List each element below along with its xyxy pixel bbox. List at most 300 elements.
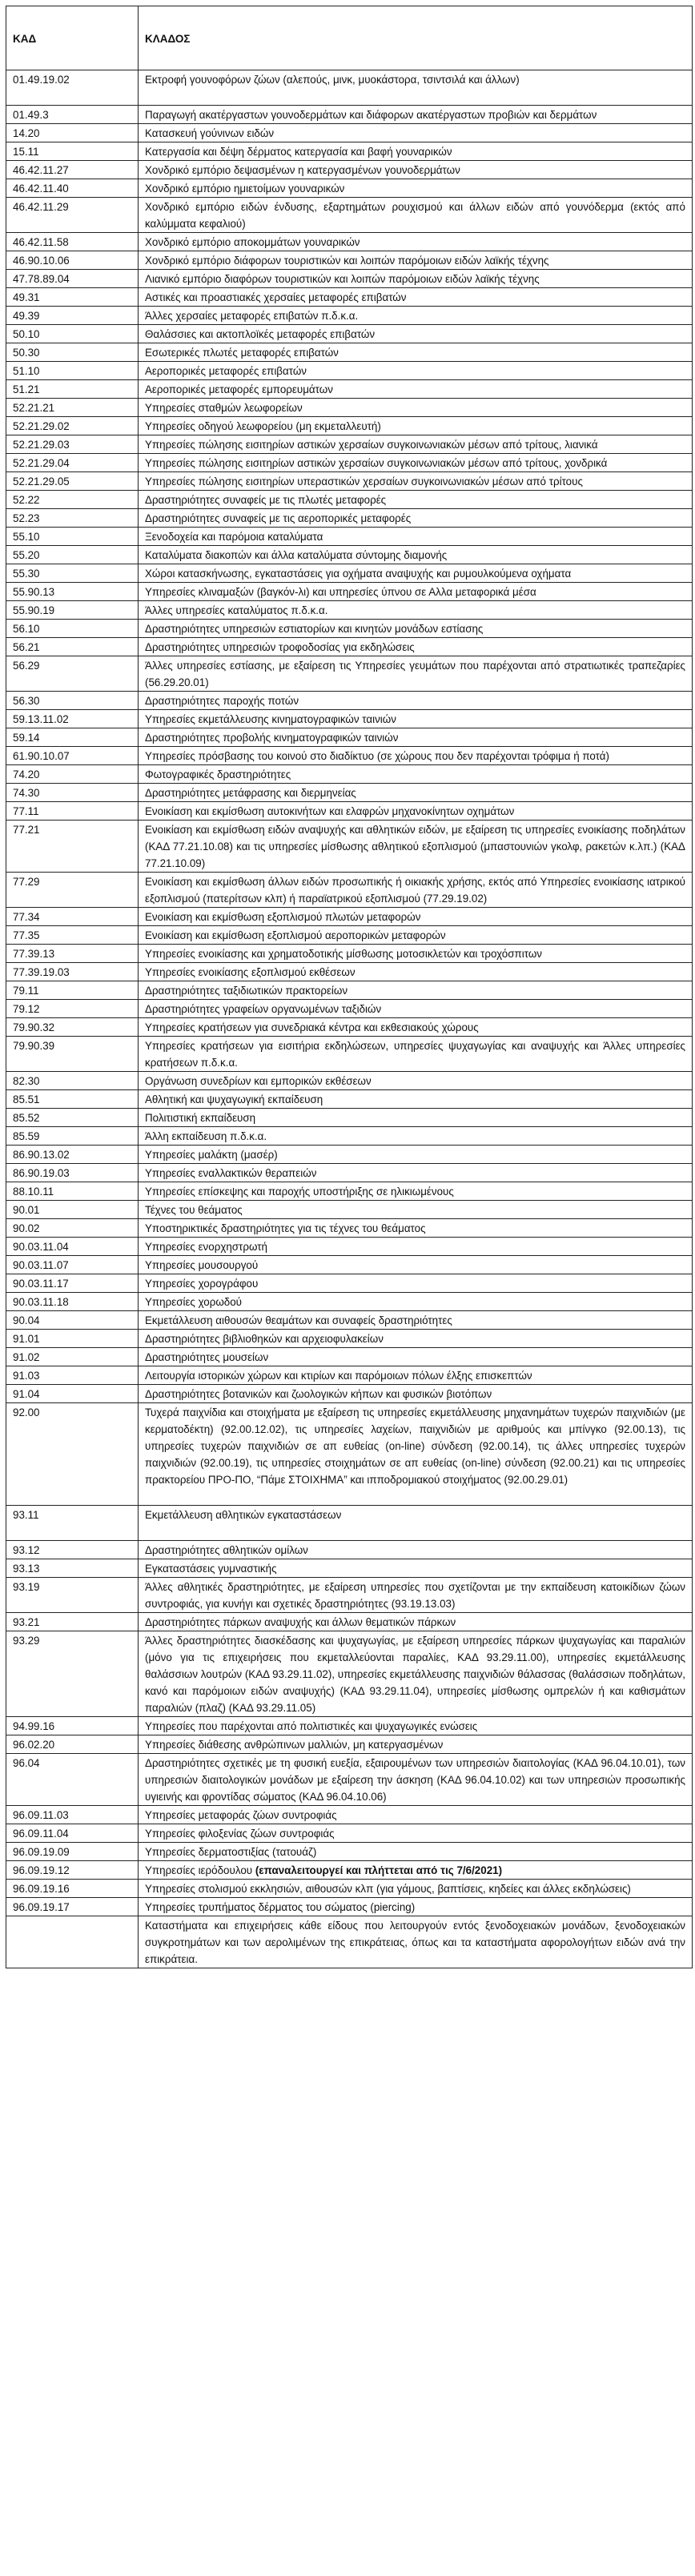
kad-code: 96.02.20	[6, 1735, 139, 1754]
kad-code: 93.29	[6, 1631, 139, 1717]
description-text: Δραστηριότητες υπηρεσιών τροφοδοσίας για εκδηλώσεις	[145, 641, 415, 653]
kad-code: 90.03.11.07	[6, 1256, 139, 1274]
klados-description	[139, 945, 693, 963]
klados-description	[139, 362, 693, 380]
description-text: Πολιτιστική εκπαίδευση	[145, 1112, 256, 1124]
kad-code: 55.90.19	[6, 601, 139, 620]
klados-description	[139, 399, 693, 417]
klados-description	[139, 1735, 693, 1754]
kad-code: 96.09.11.03	[6, 1806, 139, 1824]
description-note: (επαναλειτουργεί και πλήττεται από τις 7/6/2021)	[255, 1864, 503, 1876]
klados-description	[139, 307, 693, 325]
klados-description	[139, 1330, 693, 1348]
description-text: Υπηρεσίες μαλάκτη (μασέρ)	[145, 1149, 278, 1161]
kad-code: 85.51	[6, 1090, 139, 1109]
kad-code: 56.30	[6, 692, 139, 710]
description-text: Υπηρεσίες μεταφοράς ζώων συντροφιάς	[145, 1809, 337, 1821]
description-text: Υπηρεσίες που παρέχονται από πολιτιστικές και ψυχαγωγικές ενώσεις	[145, 1720, 478, 1732]
table-row	[6, 106, 693, 124]
klados-description	[139, 1201, 693, 1219]
description-text: Δραστηριότητες μουσείων	[145, 1351, 269, 1363]
table-row	[6, 1578, 693, 1613]
description-text: Δραστηριότητες γραφείων οργανωμένων ταξιδιών	[145, 1003, 382, 1015]
klados-description	[139, 528, 693, 546]
table-row	[6, 1037, 693, 1072]
klados-description	[139, 564, 693, 583]
description-text: Χονδρικό εμπόριο ημιετοίμων γουναρικών	[145, 183, 345, 195]
table-row	[6, 1164, 693, 1182]
description-text: Δραστηριότητες παροχής ποτών	[145, 695, 299, 707]
description-text: Εγκαταστάσεις γυμναστικής	[145, 1563, 277, 1575]
description-text: Δραστηριότητες υπηρεσιών εστιατορίων και κινητών μονάδων εστίασης	[145, 623, 484, 635]
table-row	[6, 1880, 693, 1898]
kad-code: 79.12	[6, 1000, 139, 1018]
description-text: Υπηρεσίες πώλησης εισιτηρίων αστικών χερσαίων συγκοινωνιακών μέσων από τρίτους, χονδρικά	[145, 457, 608, 469]
table-row	[6, 399, 693, 417]
table-row	[6, 873, 693, 908]
description-text: Υπηρεσίες ιερόδουλου	[145, 1864, 255, 1876]
klados-description	[139, 1754, 693, 1806]
table-row	[6, 1806, 693, 1824]
kad-code	[6, 1916, 139, 1968]
table-row	[6, 1541, 693, 1559]
table-row	[6, 1348, 693, 1366]
table-row	[6, 692, 693, 710]
kad-code: 77.39.19.03	[6, 963, 139, 981]
description-text: Υπηρεσίες διάθεσης ανθρώπινων μαλλιών, μη κατεργασμένων	[145, 1739, 444, 1751]
description-text: Υπηρεσίες μουσουργού	[145, 1259, 259, 1271]
table-row	[6, 142, 693, 161]
kad-code: 90.03.11.17	[6, 1274, 139, 1293]
table-row	[6, 564, 693, 583]
table-row	[6, 1330, 693, 1348]
klados-description	[139, 1238, 693, 1256]
klados-description	[139, 710, 693, 728]
kad-code: 59.14	[6, 728, 139, 747]
table-header-row	[6, 6, 693, 70]
table-row	[6, 802, 693, 821]
description-text: Χώροι κατασκήνωσης, εγκαταστάσεις για οχήματα αναψυχής και ρυμουλκούμενα οχήματα	[145, 568, 572, 580]
table-row	[6, 380, 693, 399]
klados-description	[139, 1559, 693, 1578]
description-text: Υπηρεσίες χορωδού	[145, 1296, 242, 1308]
kad-code: 52.21.29.05	[6, 472, 139, 491]
klados-description	[139, 1000, 693, 1018]
kad-code: 50.10	[6, 325, 139, 343]
table-row	[6, 1824, 693, 1843]
kad-code: 96.09.19.09	[6, 1843, 139, 1861]
table-row	[6, 656, 693, 692]
description-text: Χονδρικό εμπόριο δεψασμένων η κατεργασμένων γουνοδερμάτων	[145, 164, 460, 176]
description-text: Άλλες αθλητικές δραστηριότητες, με εξαίρεση υπηρεσίες που σχετίζονται με την εκπαίδευση κατοικίδιων ζώων συντροφιάς, για κυνήγι και σχετικές δραστηριότητες (93.19.13.03)	[145, 1581, 685, 1610]
klados-description	[139, 179, 693, 198]
table-row	[6, 1861, 693, 1880]
klados-description	[139, 728, 693, 747]
description-text: Δραστηριότητες σχετικές με τη φυσική ευεξία, εξαιρουμένων των υπηρεσιών διαιτολογίας (ΚΑΔ 96.04.10.01), των υπηρεσιών διαιτολογικών μονάδων με εξαίρεση την άσκηση (ΚΑΔ 96.04.10.02) και των υπηρεσιών προσωπικής υγιεινής και φροντίδας σώματος (ΚΑΔ 96.04.10.06)	[145, 1757, 685, 1803]
kad-code: 56.29	[6, 656, 139, 692]
description-text: Δραστηριότητες συναφείς με τις αεροπορικές μεταφορές	[145, 512, 412, 524]
table-row	[6, 1219, 693, 1238]
klados-description	[139, 1824, 693, 1843]
klados-description	[139, 963, 693, 981]
kad-code: 94.99.16	[6, 1717, 139, 1735]
description-text: Άλλες υπηρεσίες εστίασης, με εξαίρεση τις Υπηρεσίες γευμάτων που παρέχονται από στρατιωτικές τραπεζαρίες (56.29.20.01)	[145, 660, 685, 688]
description-text: Άλλες χερσαίες μεταφορές επιβατών π.δ.κ.α.	[145, 310, 359, 322]
klados-description	[139, 981, 693, 1000]
description-text: Τέχνες του θεάματος	[145, 1204, 243, 1216]
kad-code: 01.49.19.02	[6, 70, 139, 106]
kad-code: 92.00	[6, 1403, 139, 1506]
klados-description	[139, 198, 693, 233]
kad-code: 77.29	[6, 873, 139, 908]
kad-code: 52.22	[6, 491, 139, 509]
klados-description	[139, 124, 693, 142]
description-text: Άλλες δραστηριότητες διασκέδασης και ψυχαγωγίας, με εξαίρεση υπηρεσίες πάρκων ψυχαγωγίας και παραλιών (μόνο για τις επιχειρήσεις που εκμεταλλεύονται παραλίες, ΚΑΔ 93.29.11.00), υπηρεσίες εκμετάλλευσης θαλάσσιων λουτρών (ΚΑΔ 93.29.11.02), υπηρεσίες εκμετάλλευσης παιχνιδιών θάλασσας (θαλάσσιων ποδηλάτων, κανό και παρόμοιων ειδών αναψυχής) (ΚΑΔ 93.29.11.04), υπηρεσίες μίσθωσης ομπρελών ή και καθισμάτων παραλιών (πλαζ) (ΚΑΔ 93.29.11.05)	[145, 1635, 685, 1714]
table-row	[6, 1631, 693, 1717]
table-row	[6, 1256, 693, 1274]
kad-code: 91.04	[6, 1385, 139, 1403]
kad-code: 93.13	[6, 1559, 139, 1578]
table-row	[6, 1201, 693, 1219]
table-row	[6, 583, 693, 601]
table-row	[6, 546, 693, 564]
table-row	[6, 1898, 693, 1916]
klados-description	[139, 1109, 693, 1127]
description-text: Καταλύματα διακοπών και άλλα καταλύματα σύντομης διαμονής	[145, 549, 448, 561]
kad-code: 49.39	[6, 307, 139, 325]
description-text: Υπηρεσίες κρατήσεων για συνεδριακά κέντρα και εκθεσιακούς χώρους	[145, 1021, 479, 1033]
description-text: Ενοικίαση και εκμίσθωση εξοπλισμού αεροπορικών μεταφορών	[145, 929, 446, 941]
klados-description	[139, 1385, 693, 1403]
klados-description	[139, 821, 693, 873]
kad-code: 50.30	[6, 343, 139, 362]
kad-code: 77.34	[6, 908, 139, 926]
table-row	[6, 908, 693, 926]
klados-description	[139, 472, 693, 491]
description-text: Ενοικίαση και εκμίσθωση ειδών αναψυχής και αθλητικών ειδών, με εξαίρεση τις υπηρεσίες ενοικίασης ποδηλάτων (ΚΑΔ 77.21.10.08) και τις υπηρεσίες μίσθωσης αθλητικού εξοπλισμού (μπαστουνιών γκολφ, ρακετών κ.λπ.) (ΚΑΔ 77.21.10.09)	[145, 824, 685, 869]
kad-code: 55.30	[6, 564, 139, 583]
table-row	[6, 1109, 693, 1127]
description-text: Παραγωγή ακατέργαστων γουνοδερμάτων και διάφορων ακατέργαστων προβιών και δερμάτων	[145, 109, 597, 121]
description-text: Θαλάσσιες και ακτοπλοϊκές μεταφορές επιβατών	[145, 328, 376, 340]
klados-description	[139, 1072, 693, 1090]
table-row	[6, 509, 693, 528]
description-text: Υπηρεσίες φιλοξενίας ζώων συντροφιάς	[145, 1828, 335, 1840]
table-row	[6, 1385, 693, 1403]
description-text: Οργάνωση συνεδρίων και εμπορικών εκθέσεων	[145, 1075, 372, 1087]
description-text: Αεροπορικές μεταφορές εμπορευμάτων	[145, 383, 333, 395]
kad-code: 96.09.19.16	[6, 1880, 139, 1898]
klados-description	[139, 546, 693, 564]
klados-description	[139, 620, 693, 638]
table-row	[6, 472, 693, 491]
kad-code: 77.39.13	[6, 945, 139, 963]
klados-description	[139, 1146, 693, 1164]
description-text: Υπηρεσίες σταθμών λεωφορείων	[145, 402, 303, 414]
klados-description	[139, 1861, 693, 1880]
table-row	[6, 1090, 693, 1109]
kad-code: 14.20	[6, 124, 139, 142]
klados-description	[139, 161, 693, 179]
kad-code: 61.90.10.07	[6, 747, 139, 765]
description-text: Ενοικίαση και εκμίσθωση εξοπλισμού πλωτών μεταφορών	[145, 911, 421, 923]
kad-code: 51.21	[6, 380, 139, 399]
description-text: Άλλη εκπαίδευση π.δ.κ.α.	[145, 1130, 267, 1142]
klados-description	[139, 873, 693, 908]
table-row	[6, 251, 693, 270]
kad-table	[6, 6, 693, 1968]
description-text: Ενοικίαση και εκμίσθωση άλλων ειδών προσωπικής ή οικιακής χρήσης, εκτός από Υπηρεσίες ενοικίασης ιατρικού εξοπλισμού (πατερίτσων κλπ) ή παραϊατρικού εξοπλισμού (77.29.19.02)	[145, 876, 685, 905]
klados-description	[139, 601, 693, 620]
klados-description	[139, 509, 693, 528]
klados-description	[139, 325, 693, 343]
kad-code: 90.03.11.04	[6, 1238, 139, 1256]
kad-code: 85.59	[6, 1127, 139, 1146]
klados-description	[139, 802, 693, 821]
kad-code: 52.21.29.03	[6, 435, 139, 454]
klados-description	[139, 288, 693, 307]
kad-code: 52.21.21	[6, 399, 139, 417]
klados-description	[139, 380, 693, 399]
description-text: Ενοικίαση και εκμίσθωση αυτοκινήτων και ελαφρών μηχανοκίνητων οχημάτων	[145, 805, 515, 817]
kad-code: 46.42.11.40	[6, 179, 139, 198]
klados-description	[139, 765, 693, 784]
table-row	[6, 270, 693, 288]
table-row	[6, 1000, 693, 1018]
description-text: Χονδρικό εμπόριο ειδών ένδυσης, εξαρτημάτων ρουχισμού και άλλων ειδών από γουνόδερμα (εκτός από καλύμματα κεφαλιού)	[145, 201, 685, 230]
kad-code: 88.10.11	[6, 1182, 139, 1201]
header-kad: ΚΑΔ	[6, 6, 139, 70]
table-row	[6, 601, 693, 620]
description-text: Κατεργασία και δέψη δέρματος κατεργασία και βαφή γουναρικών	[145, 146, 452, 158]
table-row	[6, 1127, 693, 1146]
kad-code: 85.52	[6, 1109, 139, 1127]
kad-code: 74.30	[6, 784, 139, 802]
table-row	[6, 1182, 693, 1201]
kad-code: 90.04	[6, 1311, 139, 1330]
kad-code: 47.78.89.04	[6, 270, 139, 288]
kad-code: 49.31	[6, 288, 139, 307]
description-text: Δραστηριότητες πάρκων αναψυχής και άλλων θεματικών πάρκων	[145, 1616, 456, 1628]
table-row	[6, 1916, 693, 1968]
kad-code: 96.09.19.12	[6, 1861, 139, 1880]
table-row	[6, 491, 693, 509]
table-row	[6, 179, 693, 198]
table-row	[6, 1506, 693, 1541]
table-row	[6, 1072, 693, 1090]
kad-code: 59.13.11.02	[6, 710, 139, 728]
table-row	[6, 233, 693, 251]
klados-description	[139, 1578, 693, 1613]
table-row	[6, 1146, 693, 1164]
description-text: Υπηρεσίες εκμετάλλευσης κινηματογραφικών ταινιών	[145, 713, 396, 725]
table-row	[6, 362, 693, 380]
kad-code: 90.01	[6, 1201, 139, 1219]
description-text: Υπηρεσίες πώλησης εισιτηρίων αστικών χερσαίων συγκοινωνιακών μέσων από τρίτους, λιανικά	[145, 439, 598, 451]
table-row	[6, 161, 693, 179]
klados-description	[139, 784, 693, 802]
description-text: Εκτροφή γουνοφόρων ζώων (αλεπούς, μινκ, μυοκάστορα, τσιντσιλά και άλλων)	[145, 74, 520, 86]
description-text: Δραστηριότητες βοτανικών και ζωολογικών κήπων και φυσικών βιοτόπων	[145, 1388, 492, 1400]
klados-description	[139, 106, 693, 124]
table-row	[6, 1735, 693, 1754]
klados-description	[139, 1182, 693, 1201]
description-text: Υποστηρικτικές δραστηριότητες για τις τέχνες του θεάματος	[145, 1222, 426, 1234]
klados-description	[139, 1541, 693, 1559]
kad-code: 93.12	[6, 1541, 139, 1559]
klados-description	[139, 638, 693, 656]
klados-description	[139, 1219, 693, 1238]
table-row	[6, 765, 693, 784]
kad-code: 15.11	[6, 142, 139, 161]
kad-code: 96.04	[6, 1754, 139, 1806]
kad-code: 52.21.29.04	[6, 454, 139, 472]
table-row	[6, 963, 693, 981]
description-text: Υπηρεσίες οδηγού λεωφορείου (μη εκμεταλλευτή)	[145, 420, 381, 432]
kad-code: 79.90.39	[6, 1037, 139, 1072]
klados-description	[139, 233, 693, 251]
table-row	[6, 1274, 693, 1293]
kad-code: 77.21	[6, 821, 139, 873]
description-text: Χονδρικό εμπόριο διάφορων τουριστικών και λοιπών παρόμοιων ειδών λαϊκής τέχνης	[145, 255, 549, 267]
klados-description	[139, 1898, 693, 1916]
description-text: Υπηρεσίες πώλησης εισιτηρίων υπεραστικών χερσαίων συγκοινωνιακών μέσων από τρίτους	[145, 475, 583, 488]
kad-code: 51.10	[6, 362, 139, 380]
kad-code: 74.20	[6, 765, 139, 784]
description-text: Χονδρικό εμπόριο αποκομμάτων γουναρικών	[145, 236, 360, 248]
description-text: Δραστηριότητες ταξιδιωτικών πρακτορείων	[145, 985, 348, 997]
kad-code: 46.42.11.58	[6, 233, 139, 251]
table-row	[6, 1843, 693, 1861]
description-text: Ξενοδοχεία και παρόμοια καταλύματα	[145, 531, 323, 543]
klados-description	[139, 491, 693, 509]
table-row	[6, 1018, 693, 1037]
klados-description	[139, 1164, 693, 1182]
kad-code: 56.21	[6, 638, 139, 656]
description-text: Δραστηριότητες μετάφρασης και διερμηνείας	[145, 787, 356, 799]
table-row	[6, 1238, 693, 1256]
table-row	[6, 307, 693, 325]
klados-description	[139, 1631, 693, 1717]
description-text: Τυχερά παιχνίδια και στοιχήματα με εξαίρεση τις υπηρεσίες εκμετάλλευσης μηχανημάτων τυχερών παιχνιδιών (με κερματοδέκτη) (92.00.12.02), τις υπηρεσίες λαχείων, παιχνιδιών με αριθμούς και μπίνγκο (92.00.13), τις υπηρεσίες τυχερών παιχνιδιών σε απ ευθείας (on-line) σύνδεση (92.00.14), τις άλλες υπηρεσίες τυχερών παιχνιδιών (92.00.19), τις υπηρεσίες στοιχημάτων σε απ ευθείας (on-line) σύνδεση (92.00.21) και τις υπηρεσίες πρακτορείου ΠΡΟ-ΠΟ, “Πάμε ΣΤΟΙΧΗΜΑ” και ιπποδρομιακού στοιχήματος (92.00.29.01)	[145, 1406, 685, 1486]
description-text: Υπηρεσίες ενοικίασης εξοπλισμού εκθέσεων	[145, 966, 356, 978]
klados-description	[139, 908, 693, 926]
kad-code: 93.21	[6, 1613, 139, 1631]
table-row	[6, 343, 693, 362]
header-klados: ΚΛΑΔΟΣ	[139, 6, 693, 70]
table-row	[6, 1754, 693, 1806]
description-text: Καταστήματα και επιχειρήσεις κάθε είδους που λειτουργούν εντός ξενοδοχειακών μονάδων, ξενοδοχειακών συγκροτημάτων και των αερολιμένων της επικράτειας, όπως και τα καταστήματα αφορολογήτων ειδών ανά την επικράτεια.	[145, 1920, 685, 1965]
kad-code: 93.19	[6, 1578, 139, 1613]
kad-code: 01.49.3	[6, 106, 139, 124]
description-text: Δραστηριότητες αθλητικών ομίλων	[145, 1544, 308, 1556]
table-row	[6, 70, 693, 106]
table-row	[6, 528, 693, 546]
kad-table-container	[6, 6, 693, 1968]
klados-description	[139, 70, 693, 106]
kad-code: 91.02	[6, 1348, 139, 1366]
table-row	[6, 325, 693, 343]
klados-description	[139, 142, 693, 161]
description-text: Υπηρεσίες κρατήσεων για εισιτήρια εκδηλώσεων, υπηρεσίες ψυχαγωγίας και αναψυχής και Άλλες υπηρεσίες κρατήσεων π.δ.κ.α.	[145, 1040, 685, 1069]
table-row	[6, 1717, 693, 1735]
klados-description	[139, 251, 693, 270]
klados-description	[139, 1843, 693, 1861]
klados-description	[139, 435, 693, 454]
kad-code: 77.11	[6, 802, 139, 821]
klados-description	[139, 926, 693, 945]
kad-code: 93.11	[6, 1506, 139, 1541]
table-row	[6, 454, 693, 472]
description-text: Εκμετάλλευση αθλητικών εγκαταστάσεων	[145, 1509, 342, 1521]
kad-code: 46.90.10.06	[6, 251, 139, 270]
klados-description	[139, 1018, 693, 1037]
kad-code: 52.21.29.02	[6, 417, 139, 435]
klados-description	[139, 583, 693, 601]
klados-description	[139, 1311, 693, 1330]
kad-code: 82.30	[6, 1072, 139, 1090]
table-row	[6, 417, 693, 435]
table-row	[6, 945, 693, 963]
klados-description	[139, 656, 693, 692]
klados-description	[139, 1127, 693, 1146]
table-row	[6, 198, 693, 233]
kad-code: 90.03.11.18	[6, 1293, 139, 1311]
klados-description	[139, 1916, 693, 1968]
description-text: Φωτογραφικές δραστηριότητες	[145, 768, 291, 780]
description-text: Υπηρεσίες επίσκεψης και παροχής υποστήριξης σε ηλικιωμένους	[145, 1186, 454, 1198]
table-row	[6, 710, 693, 728]
table-row	[6, 620, 693, 638]
table-row	[6, 124, 693, 142]
description-text: Υπηρεσίες δερματοστιξίας (τατουάζ)	[145, 1846, 317, 1858]
table-row	[6, 1613, 693, 1631]
description-text: Υπηρεσίες κλιναμαξών (βαγκόν-λι) και υπηρεσίες ύπνου σε Αλλα μεταφορικά μέσα	[145, 586, 536, 598]
kad-code: 52.23	[6, 509, 139, 528]
klados-description	[139, 1806, 693, 1824]
klados-description	[139, 270, 693, 288]
table-row	[6, 981, 693, 1000]
table-row	[6, 288, 693, 307]
kad-code: 55.20	[6, 546, 139, 564]
description-text: Υπηρεσίες τρυπήματος δέρματος του σώματος (piercing)	[145, 1901, 416, 1913]
description-text: Αεροπορικές μεταφορές επιβατών	[145, 365, 307, 377]
klados-description	[139, 343, 693, 362]
kad-code: 77.35	[6, 926, 139, 945]
description-text: Υπηρεσίες πρόσβασης του κοινού στο διαδίκτυο (σε χώρους που δεν παρέχονται τρόφιμα ή ποτά)	[145, 750, 609, 762]
klados-description	[139, 747, 693, 765]
table-row	[6, 821, 693, 873]
klados-description	[139, 692, 693, 710]
description-text: Υπηρεσίες εναλλακτικών θεραπειών	[145, 1167, 317, 1179]
description-text: Εσωτερικές πλωτές μεταφορές επιβατών	[145, 347, 339, 359]
table-row	[6, 1293, 693, 1311]
klados-description	[139, 1037, 693, 1072]
kad-code: 90.02	[6, 1219, 139, 1238]
kad-code: 91.03	[6, 1366, 139, 1385]
klados-description	[139, 417, 693, 435]
description-text: Δραστηριότητες συναφείς με τις πλωτές μεταφορές	[145, 494, 387, 506]
kad-code: 55.90.13	[6, 583, 139, 601]
kad-code: 96.09.11.04	[6, 1824, 139, 1843]
description-text: Δραστηριότητες προβολής κινηματογραφικών ταινιών	[145, 732, 399, 744]
klados-description	[139, 1403, 693, 1506]
klados-description	[139, 1506, 693, 1541]
klados-description	[139, 1366, 693, 1385]
table-row	[6, 1403, 693, 1506]
klados-description	[139, 1880, 693, 1898]
kad-code: 56.10	[6, 620, 139, 638]
